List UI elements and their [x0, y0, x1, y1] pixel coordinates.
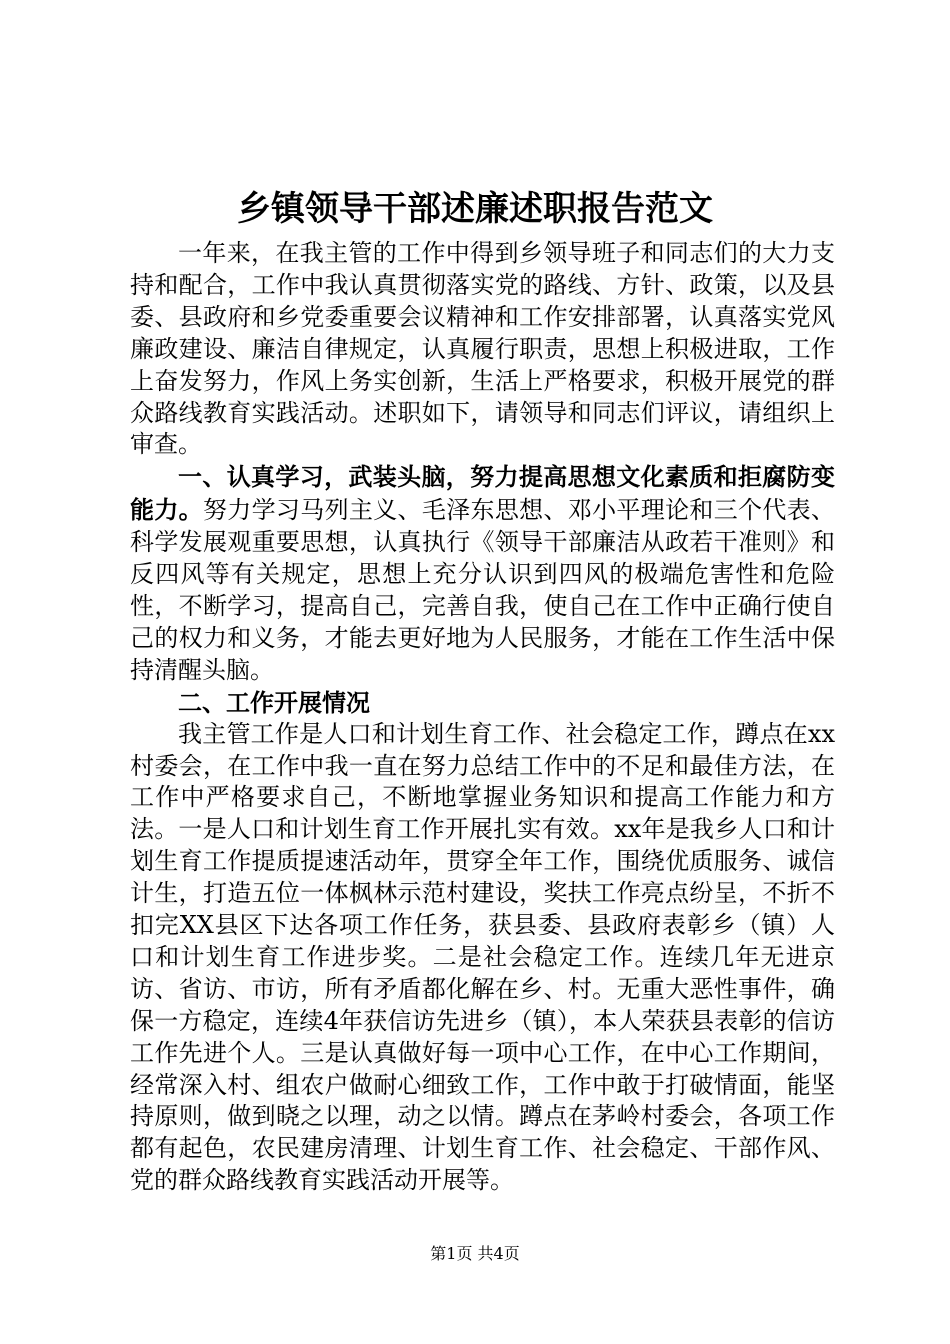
section-2-body: 我主管工作是人口和计划生育工作、社会稳定工作，蹲点在xx村委会，在工作中我一直在努力总结工作中的不足和最佳方法，在工作中严格要求自己，不断地掌握业务知识和提高工作能力和方法。一是人口和计划生育工作开展扎实有效。xx年是我乡人口和计划生育工作提质提速活动年，贯穿全年工作，围绕优质服务、诚信计生，打造五位一体枫林示范村建设，奖扶工作亮点纷呈，不折不扣完XX县区下达各项工作任务，获县委、县政府表彰乡（镇）人口和计划生育工作进步奖。二是社会稳定工作。连续几年无进京访、省访、市访，所有矛盾都化解在乡、村。无重大恶性事件，确保一方稳定，连续4年获信访先进乡（镇），本人荣获县表彰的信访工作先进个人。三是认真做好每一项中心工作，在中心工作期间，经常深入村、组农户做耐心细致工作，工作中敢于打破情面，能坚持原则，做到晓之以理，动之以情。蹲点在茅岭村委会，各项工作都有起色，农民建房清理、计划生育工作、社会稳定、干部作风、党的群众路线教育实践活动开展等。: [130, 719, 835, 1195]
section-1-heading: 一、认真学习，武装头脑，努力提高思想文化素质和拒腐防变能力。: [130, 462, 835, 525]
section-1-body: 努力学习马列主义、毛泽东思想、邓小平理论和三个代表、科学发展观重要思想，认真执行《领导干部廉洁从政若干准则》和反四风等有关规定，思想上充分认识到四风的极端危害性和危险性，不断学习，提高自己，完善自我，使自己在工作中正确行使自己的权力和义务，才能去更好地为人民服务，才能在工作生活中保持清醒头脑。: [130, 496, 836, 684]
document-title: 乡镇领导干部述廉述职报告范文: [237, 189, 713, 229]
intro-paragraph: 一年来，在我主管的工作中得到乡领导班子和同志们的大力支持和配合，工作中我认真贯彻落实党的路线、方针、政策，以及县委、县政府和乡党委重要会议精神和工作安排部署，认真落实党风廉政建设、廉洁自律规定，认真履行职责，思想上积极进取，工作上奋发努力，作风上务实创新，生活上严格要求，积极开展党的群众路线教育实践活动。述职如下，请领导和同志们评议，请组织上审查。: [130, 239, 835, 459]
document-body: [130, 238, 835, 1197]
section-2-heading: 二、工作开展情况: [178, 687, 370, 717]
page-number-footer: 第1页 共4页: [430, 1244, 520, 1263]
section-1-paragraph: [130, 461, 835, 686]
